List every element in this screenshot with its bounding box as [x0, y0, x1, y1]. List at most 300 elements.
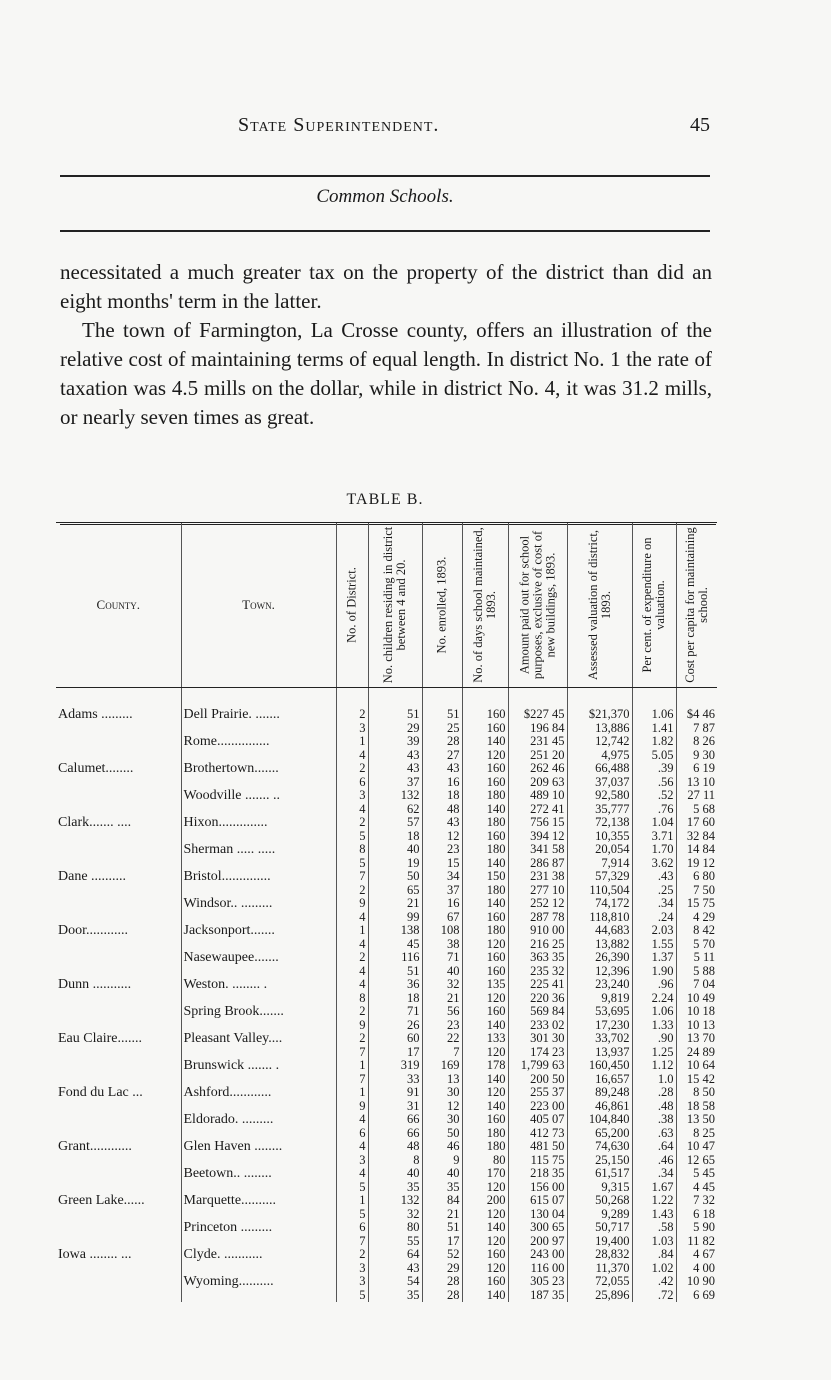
cell-days: 160: [462, 722, 508, 736]
cell-district: 4: [336, 938, 368, 952]
cell-county: [56, 843, 181, 857]
cell-cost: 5 11: [676, 951, 717, 965]
cell-days: 140: [462, 1073, 508, 1087]
cell-enrolled: 48: [422, 803, 462, 817]
cell-days: 180: [462, 884, 508, 898]
cell-days: 120: [462, 992, 508, 1006]
cell-cost: 4 45: [676, 1181, 717, 1195]
cell-cost: 12 65: [676, 1154, 717, 1168]
table-title: TABLE B.: [346, 491, 424, 508]
cell-days: 180: [462, 924, 508, 938]
cell-enrolled: 18: [422, 789, 462, 803]
cell-district: 7: [336, 1073, 368, 1087]
cell-district: 4: [336, 1140, 368, 1154]
cell-percent: 1.43: [632, 1208, 676, 1222]
cell-cost: 13 10: [676, 776, 717, 790]
cell-town: Marquette..........: [181, 1194, 336, 1208]
header-rule: [60, 175, 710, 177]
cell-cost: 5 88: [676, 965, 717, 979]
cell-children: 37: [368, 776, 422, 790]
cell-enrolled: 28: [422, 1289, 462, 1303]
cell-valuation: 13,937: [567, 1046, 632, 1060]
cell-county: [56, 1059, 181, 1073]
cell-days: 80: [462, 1154, 508, 1168]
cell-days: 140: [462, 1100, 508, 1114]
cell-percent: .38: [632, 1113, 676, 1127]
cell-county: [56, 938, 181, 952]
cell-valuation: 10,355: [567, 830, 632, 844]
cell-children: 51: [368, 688, 422, 722]
cell-town: [181, 776, 336, 790]
cell-percent: .90: [632, 1032, 676, 1046]
table-row: [56, 924, 717, 938]
cell-percent: .34: [632, 1167, 676, 1181]
cell-percent: 1.37: [632, 951, 676, 965]
cell-district: 7: [336, 1235, 368, 1249]
cell-town: Sherman ..... .....: [181, 843, 336, 857]
cell-amount: 405 07: [508, 1113, 567, 1127]
cell-percent: 1.03: [632, 1235, 676, 1249]
cell-district: 5: [336, 1208, 368, 1222]
cell-valuation: 19,400: [567, 1235, 632, 1249]
cell-amount: 200 50: [508, 1073, 567, 1087]
cell-cost: 10 47: [676, 1140, 717, 1154]
cell-percent: .28: [632, 1086, 676, 1100]
cell-town: Weston. ........ .: [181, 978, 336, 992]
cell-valuation: 57,329: [567, 870, 632, 884]
cell-percent: 1.70: [632, 843, 676, 857]
cell-town: Ashford............: [181, 1086, 336, 1100]
cell-enrolled: 27: [422, 749, 462, 763]
cell-days: 160: [462, 776, 508, 790]
cell-county: Green Lake......: [58, 1193, 145, 1208]
cell-valuation: 33,702: [567, 1032, 632, 1046]
table-row: [56, 1248, 717, 1262]
cell-valuation: 35,777: [567, 803, 632, 817]
cell-percent: 1.33: [632, 1019, 676, 1033]
cell-district: 9: [336, 1100, 368, 1114]
cell-amount: 569 84: [508, 1005, 567, 1019]
cell-amount: 301 30: [508, 1032, 567, 1046]
cell-valuation: 50,717: [567, 1221, 632, 1235]
cell-town: [181, 1100, 336, 1114]
cell-valuation: 37,037: [567, 776, 632, 790]
cell-enrolled: 40: [422, 965, 462, 979]
cell-county: [56, 1208, 181, 1222]
cell-children: 8: [368, 1154, 422, 1168]
cell-town: [181, 992, 336, 1006]
cell-cost: 7 87: [676, 722, 717, 736]
cell-county: [56, 1073, 181, 1087]
cell-county: [56, 776, 181, 790]
cell-enrolled: 21: [422, 992, 462, 1006]
cell-cost: 8 42: [676, 924, 717, 938]
cell-children: 35: [368, 1181, 422, 1195]
cell-valuation: 44,683: [567, 924, 632, 938]
cell-town: Brunswick ....... .: [181, 1059, 336, 1073]
cell-county: [56, 1289, 181, 1303]
cell-district: 4: [336, 1113, 368, 1127]
cell-district: 6: [336, 1127, 368, 1141]
cell-children: 54: [368, 1275, 422, 1289]
cell-county: [56, 1113, 181, 1127]
cell-district: 7: [336, 1046, 368, 1060]
cell-county: [56, 992, 181, 1006]
cell-valuation: 4,975: [567, 749, 632, 763]
cell-cost: 6 18: [676, 1208, 717, 1222]
cell-town: Glen Haven ........: [181, 1140, 336, 1154]
cell-percent: 1.12: [632, 1059, 676, 1073]
cell-enrolled: 43: [422, 816, 462, 830]
cell-percent: .43: [632, 870, 676, 884]
col-header-enrolled: No. enrolled, 1893.: [422, 523, 462, 688]
cell-valuation: 12,742: [567, 735, 632, 749]
table-row: [56, 1127, 717, 1141]
cell-cost: 6 69: [676, 1289, 717, 1303]
cell-children: 51: [368, 965, 422, 979]
cell-county: [56, 1005, 181, 1019]
col-header-days: No. of days school maintained, 1893.: [462, 523, 508, 688]
cell-valuation: $21,370: [567, 688, 632, 722]
cell-amount: 223 00: [508, 1100, 567, 1114]
cell-county: [56, 722, 181, 736]
cell-town: [181, 1127, 336, 1141]
table-row: [56, 884, 717, 898]
cell-children: 99: [368, 911, 422, 925]
cell-children: 66: [368, 1113, 422, 1127]
cell-enrolled: 9: [422, 1154, 462, 1168]
cell-percent: 1.90: [632, 965, 676, 979]
cell-percent: 1.22: [632, 1194, 676, 1208]
cell-amount: 489 10: [508, 789, 567, 803]
cell-days: 178: [462, 1059, 508, 1073]
cell-days: 140: [462, 1019, 508, 1033]
cell-cost: 10 18: [676, 1005, 717, 1019]
cell-valuation: 9,289: [567, 1208, 632, 1222]
table-row: [56, 762, 717, 776]
cell-valuation: 26,390: [567, 951, 632, 965]
cell-children: 55: [368, 1235, 422, 1249]
cell-county: [56, 1235, 181, 1249]
cell-cost: 10 90: [676, 1275, 717, 1289]
table-row: [56, 1019, 717, 1033]
cell-days: 120: [462, 1262, 508, 1276]
cell-valuation: 9,315: [567, 1181, 632, 1195]
cell-percent: .76: [632, 803, 676, 817]
cell-enrolled: 71: [422, 951, 462, 965]
cell-amount: 287 78: [508, 911, 567, 925]
cell-district: 5: [336, 830, 368, 844]
cell-percent: 1.02: [632, 1262, 676, 1276]
cell-days: 160: [462, 830, 508, 844]
cell-percent: 1.25: [632, 1046, 676, 1060]
cell-days: 160: [462, 688, 508, 722]
table-row: [56, 1208, 717, 1222]
cell-valuation: 20,054: [567, 843, 632, 857]
cell-children: 31: [368, 1100, 422, 1114]
table-row: [56, 1289, 717, 1303]
cell-days: 140: [462, 735, 508, 749]
cell-valuation: 13,886: [567, 722, 632, 736]
table-row: [56, 1140, 717, 1154]
cell-cost: 6 19: [676, 762, 717, 776]
cell-percent: 2.24: [632, 992, 676, 1006]
cell-enrolled: 50: [422, 1127, 462, 1141]
cell-district: 7: [336, 870, 368, 884]
cell-county: [56, 1167, 181, 1181]
cell-district: 4: [336, 978, 368, 992]
table-row: [56, 688, 717, 722]
cell-county: [56, 857, 181, 871]
cell-amount: 615 07: [508, 1194, 567, 1208]
cell-children: 71: [368, 1005, 422, 1019]
cell-amount: 262 46: [508, 762, 567, 776]
col-header-county: County.: [56, 523, 181, 688]
cell-district: 4: [336, 965, 368, 979]
cell-amount: 394 12: [508, 830, 567, 844]
cell-district: 2: [336, 1005, 368, 1019]
cell-days: 150: [462, 870, 508, 884]
cell-town: [181, 1154, 336, 1168]
cell-days: 135: [462, 978, 508, 992]
cell-enrolled: 84: [422, 1194, 462, 1208]
cell-days: 140: [462, 803, 508, 817]
cell-days: 180: [462, 1127, 508, 1141]
cell-town: Nasewaupee.......: [181, 951, 336, 965]
cell-enrolled: 51: [422, 688, 462, 722]
cell-enrolled: 12: [422, 830, 462, 844]
running-title: State Superintendent.: [238, 114, 440, 136]
cell-valuation: 89,248: [567, 1086, 632, 1100]
cell-town: Princeton .........: [181, 1221, 336, 1235]
table-row: [56, 722, 717, 736]
cell-district: 1: [336, 1086, 368, 1100]
cell-days: 140: [462, 1221, 508, 1235]
cell-amount: 910 00: [508, 924, 567, 938]
table-row: [56, 1046, 717, 1060]
cell-amount: 272 41: [508, 803, 567, 817]
cell-cost: 5 45: [676, 1167, 717, 1181]
cell-town: [181, 911, 336, 925]
cell-district: 2: [336, 1248, 368, 1262]
cell-county: [56, 951, 181, 965]
cell-cost: 19 12: [676, 857, 717, 871]
cell-county: [56, 1019, 181, 1033]
cell-county: Grant............: [58, 1139, 132, 1154]
cell-county: [56, 1275, 181, 1289]
cell-children: 43: [368, 762, 422, 776]
cell-cost: 10 64: [676, 1059, 717, 1073]
cell-cost: $4 46: [676, 688, 717, 722]
table-row: [56, 870, 717, 884]
cell-percent: .39: [632, 762, 676, 776]
table-row: [56, 938, 717, 952]
cell-valuation: 110,504: [567, 884, 632, 898]
cell-amount: 231 38: [508, 870, 567, 884]
cell-town: Eldorado. .........: [181, 1113, 336, 1127]
cell-valuation: 65,200: [567, 1127, 632, 1141]
cell-percent: .63: [632, 1127, 676, 1141]
cell-cost: 5 68: [676, 803, 717, 817]
cell-cost: 18 58: [676, 1100, 717, 1114]
cell-percent: 1.06: [632, 688, 676, 722]
cell-town: [181, 1181, 336, 1195]
cell-county: [56, 830, 181, 844]
cell-enrolled: 37: [422, 884, 462, 898]
table-row: [56, 965, 717, 979]
cell-district: 8: [336, 992, 368, 1006]
table-row: [56, 735, 717, 749]
table-row: [56, 1235, 717, 1249]
cell-cost: 32 84: [676, 830, 717, 844]
cell-town: [181, 1046, 336, 1060]
cell-cost: 17 60: [676, 816, 717, 830]
cell-percent: 1.06: [632, 1005, 676, 1019]
table-row: [56, 1221, 717, 1235]
cell-district: 3: [336, 722, 368, 736]
cell-children: 18: [368, 830, 422, 844]
table-row: [56, 1194, 717, 1208]
cell-town: Hixon..............: [181, 816, 336, 830]
cell-percent: 1.67: [632, 1181, 676, 1195]
cell-town: Windsor.. .........: [181, 897, 336, 911]
cell-children: 33: [368, 1073, 422, 1087]
cell-days: 140: [462, 1289, 508, 1303]
cell-valuation: 61,517: [567, 1167, 632, 1181]
cell-children: 32: [368, 1208, 422, 1222]
cell-county: [56, 884, 181, 898]
cell-county: [56, 1046, 181, 1060]
cell-county: [56, 789, 181, 803]
cell-town: [181, 1208, 336, 1222]
table-row: [56, 951, 717, 965]
cell-percent: .58: [632, 1221, 676, 1235]
cell-enrolled: 28: [422, 1275, 462, 1289]
cell-district: 2: [336, 762, 368, 776]
cell-percent: .48: [632, 1100, 676, 1114]
cell-enrolled: 23: [422, 1019, 462, 1033]
cell-town: [181, 884, 336, 898]
cell-children: 57: [368, 816, 422, 830]
cell-children: 65: [368, 884, 422, 898]
cell-percent: 1.04: [632, 816, 676, 830]
cell-percent: .42: [632, 1275, 676, 1289]
cell-amount: 220 36: [508, 992, 567, 1006]
table-row: [56, 1167, 717, 1181]
cell-amount: 341 58: [508, 843, 567, 857]
table-row: [56, 843, 717, 857]
cell-enrolled: 28: [422, 735, 462, 749]
cell-percent: 3.62: [632, 857, 676, 871]
cell-amount: 196 84: [508, 722, 567, 736]
cell-percent: 1.0: [632, 1073, 676, 1087]
cell-cost: 4 67: [676, 1248, 717, 1262]
cell-children: 60: [368, 1032, 422, 1046]
cell-town: [181, 938, 336, 952]
paragraph-2: The town of Farmington, La Crosse county, offers an illustration of the relative cost of maintaining terms of equal length. In district No. 1 the rate of taxation was 4.5 mills on the dollar, while in district No. 4, it was 31.2 mills, or nearly seven times as great.: [60, 318, 712, 429]
col-header-amount: Amount paid out for school purposes, exclusive of cost of new buildings, 1893.: [508, 523, 567, 688]
cell-days: 160: [462, 1275, 508, 1289]
cell-cost: 15 75: [676, 897, 717, 911]
cell-district: 1: [336, 1194, 368, 1208]
cell-cost: 7 50: [676, 884, 717, 898]
cell-percent: .56: [632, 776, 676, 790]
cell-percent: 3.71: [632, 830, 676, 844]
table-row: [56, 1154, 717, 1168]
cell-valuation: 23,240: [567, 978, 632, 992]
cell-children: 17: [368, 1046, 422, 1060]
cell-days: 160: [462, 911, 508, 925]
cell-percent: 1.41: [632, 722, 676, 736]
cell-amount: 243 00: [508, 1248, 567, 1262]
cell-valuation: 13,882: [567, 938, 632, 952]
cell-enrolled: 13: [422, 1073, 462, 1087]
cell-county: [56, 803, 181, 817]
cell-children: 132: [368, 789, 422, 803]
cell-children: 138: [368, 924, 422, 938]
cell-cost: 24 89: [676, 1046, 717, 1060]
cell-cost: 10 13: [676, 1019, 717, 1033]
cell-town: Clyde. ...........: [181, 1248, 336, 1262]
cell-county: Adams .........: [58, 707, 133, 722]
cell-children: 64: [368, 1248, 422, 1262]
cell-enrolled: 108: [422, 924, 462, 938]
cell-enrolled: 34: [422, 870, 462, 884]
cell-cost: 13 50: [676, 1113, 717, 1127]
cell-amount: 174 23: [508, 1046, 567, 1060]
cell-district: 9: [336, 897, 368, 911]
cell-valuation: 53,695: [567, 1005, 632, 1019]
cell-children: 116: [368, 951, 422, 965]
table-row: [56, 1086, 717, 1100]
cell-percent: .64: [632, 1140, 676, 1154]
cell-town: Jacksonport.......: [181, 924, 336, 938]
cell-amount: 209 63: [508, 776, 567, 790]
table-row: [56, 978, 717, 992]
cell-county: Eau Claire.......: [58, 1031, 142, 1046]
cell-percent: .52: [632, 789, 676, 803]
cell-amount: 216 25: [508, 938, 567, 952]
cell-enrolled: 25: [422, 722, 462, 736]
cell-valuation: 9,819: [567, 992, 632, 1006]
cell-children: 91: [368, 1086, 422, 1100]
cell-days: 140: [462, 857, 508, 871]
cell-town: Bristol..............: [181, 870, 336, 884]
cell-percent: .34: [632, 897, 676, 911]
cell-district: 9: [336, 1019, 368, 1033]
cell-percent: 2.03: [632, 924, 676, 938]
cell-valuation: 16,657: [567, 1073, 632, 1087]
cell-county: Dunn ...........: [58, 977, 132, 992]
cell-town: Dell Prairie. .......: [181, 688, 336, 722]
cell-enrolled: 56: [422, 1005, 462, 1019]
cell-enrolled: 29: [422, 1262, 462, 1276]
cell-amount: 1,799 63: [508, 1059, 567, 1073]
cell-percent: 1.82: [632, 735, 676, 749]
cell-district: 3: [336, 1262, 368, 1276]
cell-town: Spring Brook.......: [181, 1005, 336, 1019]
cell-percent: .72: [632, 1289, 676, 1303]
cell-amount: 200 97: [508, 1235, 567, 1249]
cell-enrolled: 43: [422, 762, 462, 776]
cell-valuation: 118,810: [567, 911, 632, 925]
cell-county: [56, 735, 181, 749]
cell-percent: .84: [632, 1248, 676, 1262]
cell-days: 120: [462, 1181, 508, 1195]
cell-enrolled: 30: [422, 1113, 462, 1127]
cell-town: [181, 1235, 336, 1249]
cell-children: 45: [368, 938, 422, 952]
